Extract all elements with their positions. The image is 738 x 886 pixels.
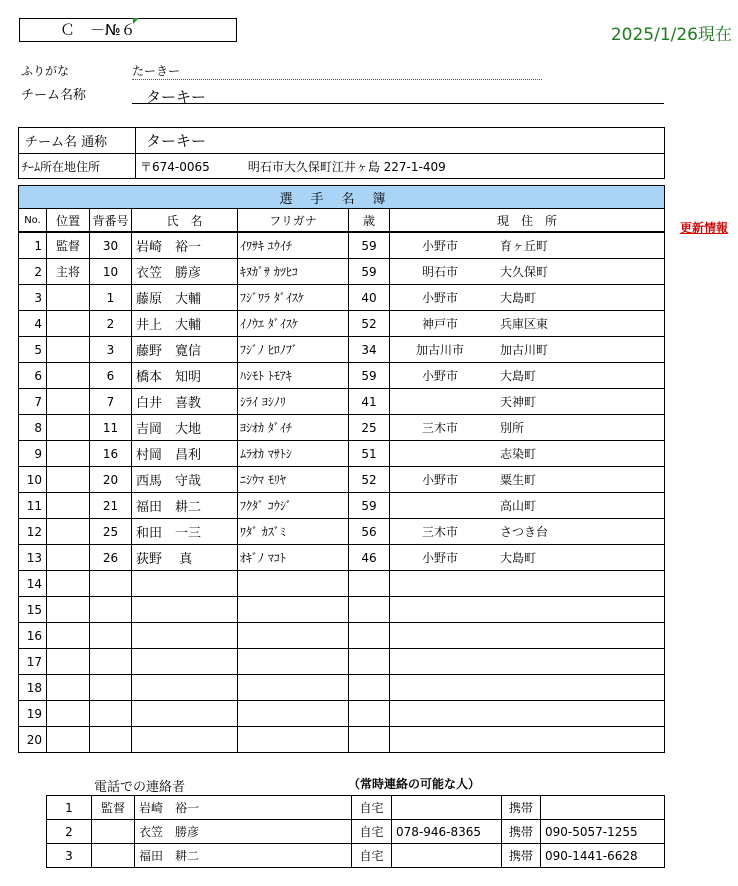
roster-row xyxy=(19,311,665,337)
roster-name: 和田 一三 xyxy=(132,519,238,545)
header-number: 背番号 xyxy=(90,209,132,233)
roster-kana: ﾌｼﾞﾉ ﾋﾛﾉﾌﾞ xyxy=(238,337,349,363)
roster-position xyxy=(47,285,90,311)
roster-name xyxy=(132,571,238,597)
team-name-value: ターキー xyxy=(132,86,664,104)
roster-address xyxy=(390,545,665,571)
document-number-text: Ｃ －№６ xyxy=(60,21,136,39)
roster-name xyxy=(132,597,238,623)
roster-town: 兵庫区東 xyxy=(500,317,549,331)
roster-number xyxy=(90,675,132,701)
header-name: 氏 名 xyxy=(132,209,238,233)
roster-position xyxy=(47,519,90,545)
contact-row xyxy=(47,844,665,868)
roster-row xyxy=(19,545,665,571)
roster-age: 59 xyxy=(349,232,390,259)
roster-position xyxy=(47,597,90,623)
roster-address xyxy=(390,415,665,441)
roster-no: 8 xyxy=(19,415,47,441)
roster-address xyxy=(390,389,665,415)
contact-title: 電話での連絡者 xyxy=(94,780,186,795)
roster-town: 天神町 xyxy=(500,395,537,409)
roster-number: 21 xyxy=(90,493,132,519)
contact-no: 3 xyxy=(47,844,92,868)
roster-number: 10 xyxy=(90,259,132,285)
header-position: 位置 xyxy=(47,209,90,233)
roster-address xyxy=(390,571,665,597)
roster-name: 荻野 真 xyxy=(132,545,238,571)
roster-age: 59 xyxy=(349,259,390,285)
roster-position xyxy=(47,571,90,597)
furigana-value: たーきー xyxy=(132,62,542,80)
team-address-label: ﾁｰﾑ所在地住所 xyxy=(19,154,136,179)
roster-no: 11 xyxy=(19,493,47,519)
roster-position xyxy=(47,675,90,701)
roster-number: 16 xyxy=(90,441,132,467)
roster-position xyxy=(47,389,90,415)
roster-city: 三木市 xyxy=(421,525,458,539)
roster-town: 大久保町 xyxy=(500,265,549,279)
roster-position xyxy=(47,467,90,493)
roster-number xyxy=(90,571,132,597)
roster-row xyxy=(19,571,665,597)
roster-city: 神戸市 xyxy=(421,317,458,331)
header-age: 歳 xyxy=(349,209,390,233)
roster-kana xyxy=(238,649,349,675)
roster-no: 15 xyxy=(19,597,47,623)
contact-mobile-phone: 090-1441-6628 xyxy=(541,844,665,868)
roster-number: 7 xyxy=(90,389,132,415)
roster-kana: ｼﾗｲ ﾖｼﾉﾘ xyxy=(238,389,349,415)
roster-no: 19 xyxy=(19,701,47,727)
roster-position xyxy=(47,727,90,753)
roster-no: 17 xyxy=(19,649,47,675)
team-info-table xyxy=(18,127,665,179)
roster-age xyxy=(349,727,390,753)
roster-kana: ｵｷﾞﾉ ﾏｺﾄ xyxy=(238,545,349,571)
roster-city: 小野市 xyxy=(421,291,458,305)
roster-number: 6 xyxy=(90,363,132,389)
roster-position xyxy=(47,363,90,389)
team-address: 明石市大久保町江井ヶ島 227-1-409 xyxy=(247,159,446,174)
roster-kana: ﾜﾀﾞ ｶｽﾞﾐ xyxy=(238,519,349,545)
roster-kana: ﾆｼｳﾏ ﾓﾘﾔ xyxy=(238,467,349,493)
contact-home-phone xyxy=(392,844,502,868)
contact-no: 2 xyxy=(47,820,92,844)
roster-row xyxy=(19,415,665,441)
roster-number: 26 xyxy=(90,545,132,571)
roster-row xyxy=(19,363,665,389)
contact-mobile-label: 携帯 xyxy=(502,820,541,844)
contacts-table xyxy=(46,795,665,868)
roster-address xyxy=(390,363,665,389)
roster-address xyxy=(390,727,665,753)
roster-age: 59 xyxy=(349,363,390,389)
roster-address xyxy=(390,623,665,649)
roster-age: 56 xyxy=(349,519,390,545)
roster-city: 小野市 xyxy=(421,239,458,253)
header-kana: フリガナ xyxy=(238,209,349,233)
roster-address xyxy=(390,259,665,285)
roster-row xyxy=(19,337,665,363)
roster-kana: ｷﾇｶﾞｻ ｶﾂﾋｺ xyxy=(238,259,349,285)
header-address: 現 住 所 xyxy=(390,209,665,233)
roster-town: 志染町 xyxy=(500,447,537,461)
roster-city: 小野市 xyxy=(421,369,458,383)
roster-kana xyxy=(238,675,349,701)
roster-age xyxy=(349,649,390,675)
roster-no: 3 xyxy=(19,285,47,311)
roster-kana: ﾖｼｵｶ ﾀﾞｲﾁ xyxy=(238,415,349,441)
roster-body xyxy=(19,232,665,753)
contact-note: （常時連絡の可能な人） xyxy=(348,777,481,791)
roster-address xyxy=(390,232,665,259)
roster-kana xyxy=(238,701,349,727)
roster-position: 監督 xyxy=(47,232,90,259)
roster-kana xyxy=(238,571,349,597)
roster-address xyxy=(390,701,665,727)
roster-address xyxy=(390,675,665,701)
roster-no: 5 xyxy=(19,337,47,363)
contact-home-phone xyxy=(392,796,502,820)
roster-kana xyxy=(238,727,349,753)
roster-position xyxy=(47,493,90,519)
contact-name: 衣笠 勝彦 xyxy=(135,820,352,844)
roster-number xyxy=(90,623,132,649)
roster-table xyxy=(18,185,665,753)
roster-row xyxy=(19,389,665,415)
roster-town: 高山町 xyxy=(500,499,537,513)
roster-position xyxy=(47,337,90,363)
roster-kana: ﾑﾗｵｶ ﾏｻﾄｼ xyxy=(238,441,349,467)
roster-age xyxy=(349,597,390,623)
roster-position: 主将 xyxy=(47,259,90,285)
roster-age xyxy=(349,675,390,701)
contact-mobile-phone xyxy=(541,796,665,820)
roster-address xyxy=(390,467,665,493)
roster-city: 明石市 xyxy=(421,265,458,279)
roster-position xyxy=(47,311,90,337)
roster-name xyxy=(132,701,238,727)
roster-age: 25 xyxy=(349,415,390,441)
comment-marker-icon xyxy=(133,18,139,24)
roster-name: 藤原 大輔 xyxy=(132,285,238,311)
roster-city: 三木市 xyxy=(421,421,458,435)
roster-name: 村岡 昌利 xyxy=(132,441,238,467)
contact-home-label: 自宅 xyxy=(352,820,392,844)
team-nickname-value: ターキー xyxy=(136,128,665,154)
roster-address xyxy=(390,311,665,337)
roster-name: 福田 耕二 xyxy=(132,493,238,519)
roster-age xyxy=(349,623,390,649)
roster-no: 12 xyxy=(19,519,47,545)
roster-no: 2 xyxy=(19,259,47,285)
roster-position xyxy=(47,701,90,727)
team-name-label: チーム名称 xyxy=(21,88,87,103)
roster-city: 加古川市 xyxy=(415,343,464,357)
roster-name xyxy=(132,623,238,649)
roster-no: 10 xyxy=(19,467,47,493)
roster-no: 1 xyxy=(19,232,47,259)
contact-mobile-phone: 090-5057-1255 xyxy=(541,820,665,844)
roster-row xyxy=(19,701,665,727)
roster-address xyxy=(390,285,665,311)
roster-age: 52 xyxy=(349,311,390,337)
contact-no: 1 xyxy=(47,796,92,820)
roster-row xyxy=(19,467,665,493)
roster-address xyxy=(390,519,665,545)
roster-town: 大島町 xyxy=(500,291,537,305)
roster-position xyxy=(47,649,90,675)
roster-no: 13 xyxy=(19,545,47,571)
roster-number: 11 xyxy=(90,415,132,441)
roster-town: さつき台 xyxy=(500,525,549,539)
roster-number: 20 xyxy=(90,467,132,493)
roster-no: 9 xyxy=(19,441,47,467)
roster-age: 46 xyxy=(349,545,390,571)
roster-position xyxy=(47,441,90,467)
roster-name: 井上 大輔 xyxy=(132,311,238,337)
contact-home-label: 自宅 xyxy=(352,796,392,820)
roster-kana xyxy=(238,623,349,649)
as-of-date: 2025/1/26現在 xyxy=(610,25,732,45)
roster-position xyxy=(47,545,90,571)
roster-age xyxy=(349,571,390,597)
team-address-cell xyxy=(136,154,665,179)
contact-name: 福田 耕二 xyxy=(135,844,352,868)
roster-town: 育ヶ丘町 xyxy=(500,239,549,253)
roster-kana: ﾌｸﾀﾞ ｺｳｼﾞ xyxy=(238,493,349,519)
contact-row xyxy=(47,820,665,844)
roster-address xyxy=(390,493,665,519)
roster-address xyxy=(390,597,665,623)
contact-mobile-label: 携帯 xyxy=(502,844,541,868)
contact-name: 岩崎 裕一 xyxy=(135,796,352,820)
roster-title: 選手名簿 xyxy=(19,186,665,209)
roster-kana xyxy=(238,597,349,623)
roster-no: 16 xyxy=(19,623,47,649)
roster-name xyxy=(132,675,238,701)
roster-row xyxy=(19,727,665,753)
roster-number: 30 xyxy=(90,232,132,259)
roster-town: 大島町 xyxy=(500,551,537,565)
roster-name: 西馬 守哉 xyxy=(132,467,238,493)
roster-age: 34 xyxy=(349,337,390,363)
roster-number xyxy=(90,597,132,623)
roster-kana: ﾌｼﾞﾜﾗ ﾀﾞｲｽｹ xyxy=(238,285,349,311)
contact-role xyxy=(92,844,135,868)
roster-town: 大島町 xyxy=(500,369,537,383)
roster-number xyxy=(90,727,132,753)
contact-home-phone: 078-946-8365 xyxy=(392,820,502,844)
roster-age: 52 xyxy=(349,467,390,493)
roster-address xyxy=(390,337,665,363)
roster-name: 白井 喜教 xyxy=(132,389,238,415)
roster-position xyxy=(47,623,90,649)
contact-mobile-label: 携帯 xyxy=(502,796,541,820)
roster-no: 18 xyxy=(19,675,47,701)
contact-role xyxy=(92,820,135,844)
roster-name: 衣笠 勝彦 xyxy=(132,259,238,285)
roster-name: 岩崎 裕一 xyxy=(132,232,238,259)
roster-name: 吉岡 大地 xyxy=(132,415,238,441)
roster-row xyxy=(19,285,665,311)
roster-city: 小野市 xyxy=(421,473,458,487)
contacts-body xyxy=(47,796,665,868)
roster-row xyxy=(19,441,665,467)
roster-age: 51 xyxy=(349,441,390,467)
roster-no: 6 xyxy=(19,363,47,389)
roster-no: 7 xyxy=(19,389,47,415)
roster-no: 20 xyxy=(19,727,47,753)
roster-number: 25 xyxy=(90,519,132,545)
roster-row xyxy=(19,519,665,545)
roster-row xyxy=(19,649,665,675)
roster-position xyxy=(47,415,90,441)
roster-age: 59 xyxy=(349,493,390,519)
roster-row xyxy=(19,259,665,285)
roster-number: 3 xyxy=(90,337,132,363)
roster-town: 別所 xyxy=(500,421,525,435)
roster-row xyxy=(19,232,665,259)
contact-role: 監督 xyxy=(92,796,135,820)
roster-address xyxy=(390,649,665,675)
roster-no: 14 xyxy=(19,571,47,597)
header-no: No. xyxy=(19,209,47,233)
roster-address xyxy=(390,441,665,467)
roster-kana: ｲﾜｻｷ ﾕｳｲﾁ xyxy=(238,232,349,259)
roster-town: 加古川町 xyxy=(500,343,549,357)
roster-age: 40 xyxy=(349,285,390,311)
contact-home-label: 自宅 xyxy=(352,844,392,868)
team-nickname-label: チーム名 通称 xyxy=(19,128,136,154)
roster-number xyxy=(90,649,132,675)
update-info-link[interactable]: 更新情報 xyxy=(679,221,728,235)
postal-code: 〒674-0065 xyxy=(140,159,210,174)
roster-number: 1 xyxy=(90,285,132,311)
contact-row xyxy=(47,796,665,820)
roster-age xyxy=(349,701,390,727)
roster-name xyxy=(132,727,238,753)
document-number xyxy=(19,18,237,42)
roster-name: 橋本 知明 xyxy=(132,363,238,389)
roster-name: 藤野 寛信 xyxy=(132,337,238,363)
furigana-label: ふりがな xyxy=(21,64,70,78)
roster-city: 小野市 xyxy=(421,551,458,565)
roster-no: 4 xyxy=(19,311,47,337)
roster-row xyxy=(19,623,665,649)
roster-name xyxy=(132,649,238,675)
roster-kana: ﾊｼﾓﾄ ﾄﾓｱｷ xyxy=(238,363,349,389)
roster-age: 41 xyxy=(349,389,390,415)
roster-row xyxy=(19,597,665,623)
roster-row xyxy=(19,493,665,519)
roster-kana: ｲﾉｳｴ ﾀﾞｲｽｹ xyxy=(238,311,349,337)
roster-number xyxy=(90,701,132,727)
roster-number: 2 xyxy=(90,311,132,337)
roster-town: 粟生町 xyxy=(500,473,537,487)
roster-row xyxy=(19,675,665,701)
